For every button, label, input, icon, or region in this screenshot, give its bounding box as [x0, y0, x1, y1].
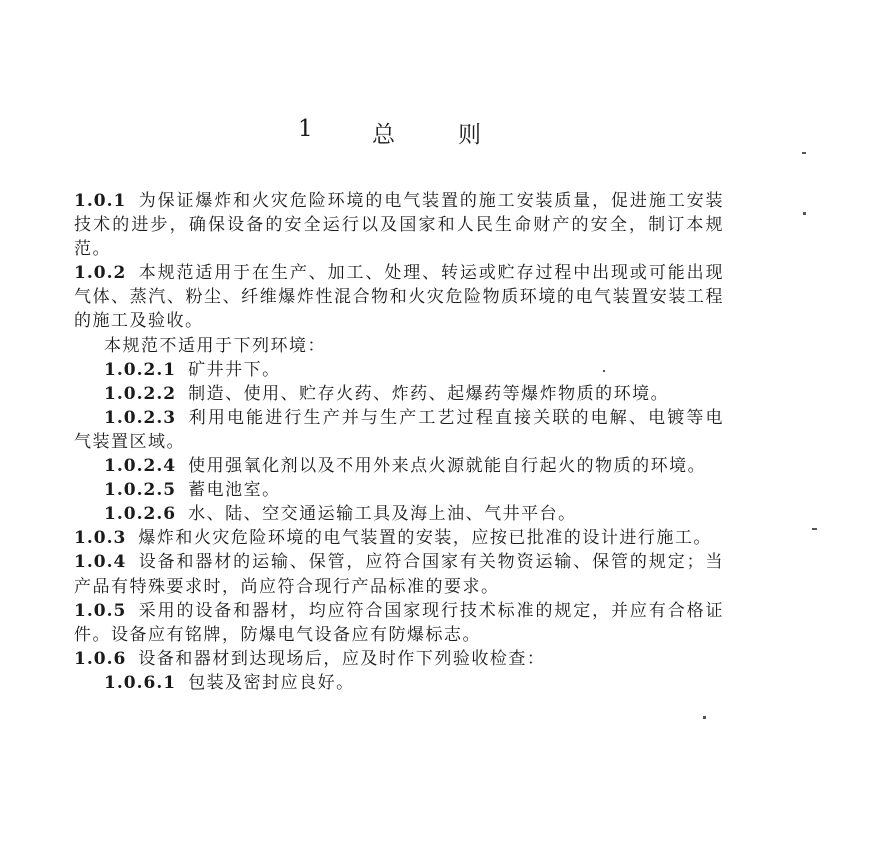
clause-number: 1.0.2.5: [104, 480, 177, 501]
clause-1-0-6: [74, 647, 724, 671]
clause-1-0-3: [74, 526, 724, 550]
chapter-title-char-2: 则: [458, 122, 481, 148]
chapter-number: 1: [298, 116, 313, 142]
clause-text: 蓄电池室。: [188, 480, 281, 501]
scan-speck: [703, 716, 706, 719]
clause-1-0-2-2: [74, 382, 724, 406]
clause-number: 1.0.3: [74, 528, 127, 549]
clause-1-0-2: [74, 261, 724, 333]
clause-number: 1.0.6.1: [104, 672, 177, 693]
clause-note: [74, 334, 724, 358]
scan-speck: [803, 212, 806, 215]
chapter-title: [0, 116, 870, 156]
clause-text: 设备和器材的运输、保管，应符合国家有关物资运输、保管的规定；当产品有特殊要求时，尚应符合现行产品标准的要求。: [74, 552, 724, 597]
chapter-title-char-1: 总: [372, 122, 395, 148]
clause-1-0-1: [74, 189, 724, 261]
clause-number: 1.0.2.2: [104, 383, 177, 404]
clause-text: 采用的设备和器材，均应符合国家现行技术标准的规定，并应有合格证件。设备应有铭牌，防爆电气设备应有防爆标志。: [74, 600, 724, 645]
clause-text: 使用强氧化剂以及不用外来点火源就能自行起火的物质的环境。: [188, 456, 707, 477]
clause-number: 1.0.2: [74, 263, 127, 284]
clause-number: 1.0.5: [74, 600, 127, 621]
clause-1-0-5: [74, 599, 724, 647]
clause-list: [74, 189, 724, 695]
scan-speck: [812, 528, 817, 530]
clause-text: 利用电能进行生产并与生产工艺过程直接关联的电解、电镀等电气装置区域。: [74, 407, 724, 452]
clause-number: 1.0.2.4: [104, 456, 177, 477]
clause-1-0-2-1: [74, 358, 724, 382]
clause-1-0-6-1: [74, 671, 724, 695]
clause-1-0-2-5: [74, 478, 724, 502]
clause-text: 制造、使用、贮存火药、炸药、起爆药等爆炸物质的环境。: [188, 383, 670, 404]
clause-text: 包装及密封应良好。: [188, 672, 355, 693]
clause-1-0-2-4: [74, 454, 724, 478]
clause-number: 1.0.6: [74, 648, 127, 669]
clause-number: 1.0.1: [74, 191, 127, 211]
clause-text: 爆炸和火灾危险环境的电气装置的安装，应按已批准的设计进行施工。: [138, 528, 712, 549]
clause-1-0-2-3: [74, 406, 724, 454]
clause-number: 1.0.2.6: [104, 504, 177, 525]
clause-text: 矿井井下。: [188, 359, 281, 380]
clause-number: 1.0.2.1: [104, 359, 177, 380]
clause-text: 水、陆、空交通运输工具及海上油、气井平台。: [188, 504, 577, 525]
clause-text: 为保证爆炸和火灾危险环境的电气装置的施工安装质量，促进施工安装技术的进步，确保设备的安全运行以及国家和人民生命财产的安全，制订本规范。: [74, 191, 724, 260]
clause-1-0-2-6: [74, 502, 724, 526]
clause-number: 1.0.4: [74, 552, 127, 573]
clause-text: 设备和器材到达现场后，应及时作下列验收检查：: [138, 648, 546, 669]
clause-number: 1.0.2.3: [104, 407, 177, 428]
clause-text: 本规范适用于在生产、加工、处理、转运或贮存过程中出现或可能出现气体、蒸汽、粉尘、纤维爆炸性混合物和火灾危险物质环境的电气装置安装工程的施工及验收。: [74, 263, 724, 332]
clause-text: 本规范不适用于下列环境：: [104, 335, 326, 356]
scan-speck: [603, 370, 605, 372]
clause-1-0-4: [74, 550, 724, 598]
scan-speck: [802, 152, 806, 154]
